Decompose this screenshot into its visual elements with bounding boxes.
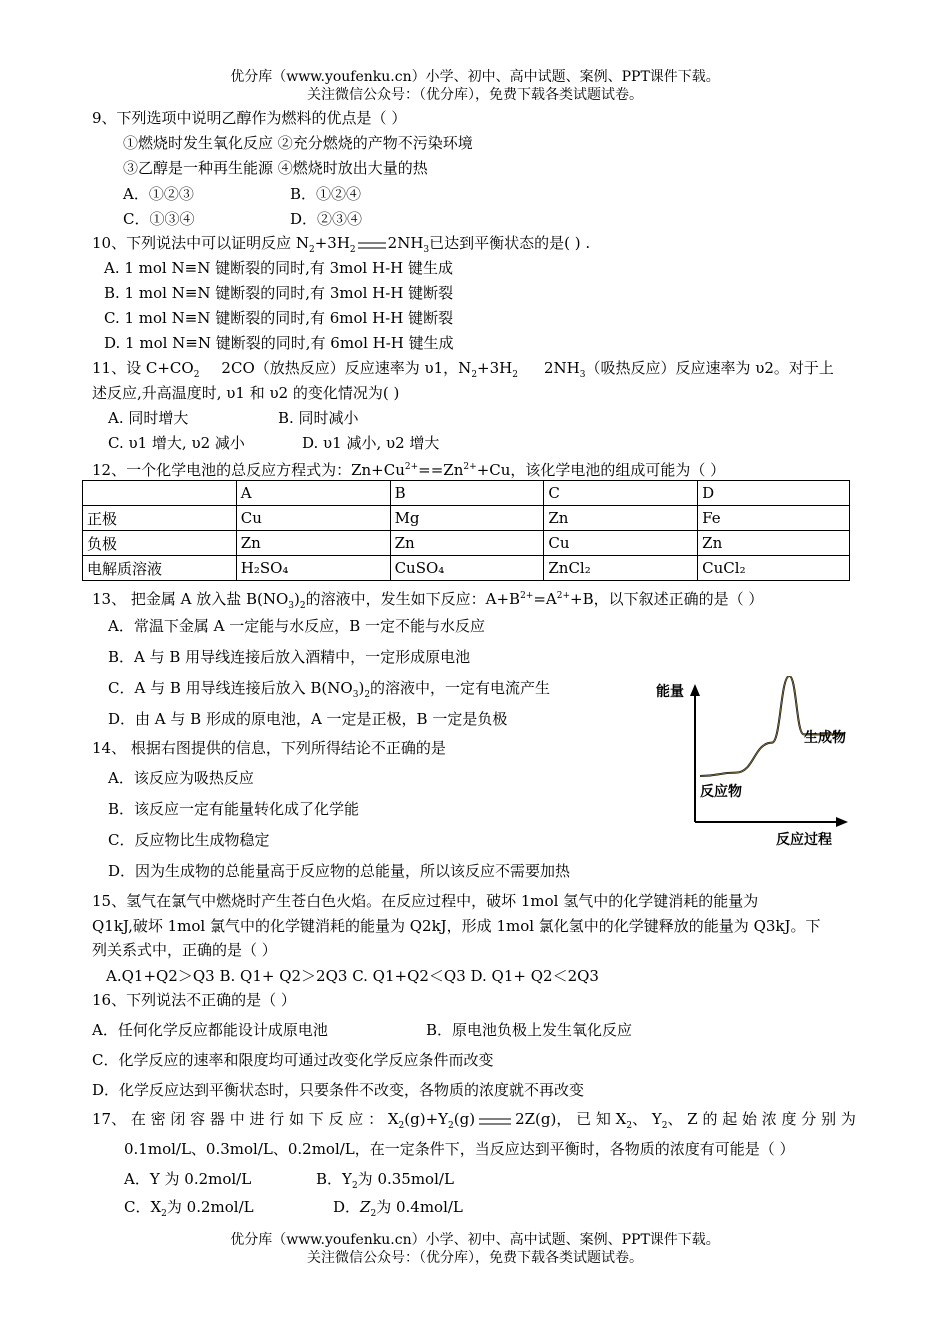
footer-line-1: 优分库（www.youfenku.cn）小学、初中、高中试题、案例、PPT课件下载。 [230,1232,720,1248]
x-axis-arrow-icon [836,817,848,827]
battery-table [82,480,850,581]
q16-option-b: B．原电池负极上发生氧化反应 [426,1021,633,1039]
table-cell: CuCl₂ [698,556,850,581]
table-cell: 电解质溶液 [83,556,237,581]
q17-stem-line-2: 0.1mol/L、0.3mol/L、0.2mol/L，在一定条件下，当反应达到平衡时，各物质的浓度有可能是（ ） [124,1140,795,1158]
table-cell: 负极 [83,531,237,556]
q11-stem-line-2: 述反应,升高温度时, υ1 和 υ2 的变化情况为( ) [92,384,400,402]
table-cell: Cu [236,506,390,531]
q13-option-a: A．常温下金属 A 一定能与水反应，B 一定不能与水反应 [108,617,485,635]
energy-diagram [656,676,856,851]
chart-annotation-reactant: 反应物 [700,784,742,800]
q10-option-b: B. 1 mol N≡N 键断裂的同时,有 3mol H-H 键断裂 [104,284,454,302]
table-cell: CuSO₄ [390,556,544,581]
q17-stem: 17、 在 密 闭 容 器 中 进 行 如 下 反 应 ： $X_2(g)+Y_2(g)$ 2Z(g)， 已 知 $X_2$、 $Y_2$、 Z 的 起 始 浓 度 分 别 为 [92,1110,856,1131]
q10-option-d: D. 1 mol N≡N 键断裂的同时,有 6mol H-H 键生成 [104,334,454,352]
table-cell: Zn [236,531,390,556]
q17-option-a: A．Y 为 0.2mol/L [124,1170,252,1188]
table-cell: Mg [390,506,544,531]
q11-option-b: B. 同时减小 [278,409,359,427]
q14-option-d: D．因为生成物的总能量高于反应物的总能量，所以该反应不需要加热 [108,862,571,880]
q14-stem: 14、 根据右图提供的信息，下列所得结论不正确的是 [92,739,446,757]
table-cell: Cu [544,531,698,556]
q15-line-1: 15、氢气在氯气中燃烧时产生苍白色火焰。在反应过程中，破坏 1mol 氢气中的化学键消耗的能量为 [92,892,759,910]
table-cell: Zn [698,531,850,556]
table-cell: B [390,481,544,506]
table-row [83,556,850,581]
table-cell: ZnCl₂ [544,556,698,581]
table-row [83,506,850,531]
energy-curve-halo [700,676,844,776]
q13-stem: 13、 把金属 A 放入盐 $B(NO_3)_2$的溶液中，发生如下反应：$A+B^{2+}=A^{2+}+B$，以下叙述正确的是（ ） [92,590,764,611]
q15-line-2: Q1kJ,破坏 1mol 氯气中的化学键消耗的能量为 Q2kJ，形成 1mol 氯化氢中的化学键释放的能量为 Q3kJ。下 [92,917,821,935]
q11-option-a: A. 同时增大 [108,409,189,427]
q13-option-c: C．A 与 B 用导线连接后放入 $B(NO_3)_2$的溶液中，一定有电流产生 [108,679,551,700]
chart-annotation-product: 生成物 [804,730,846,746]
table-header-row [83,481,850,506]
header-line-2: 关注微信公众号：（优分库），免费下载各类试题试卷。 [307,87,643,103]
q14-option-b: B．该反应一定有能量转化成了化学能 [108,800,360,818]
q16-option-d: D．化学反应达到平衡状态时，只要条件不改变，各物质的浓度就不再改变 [92,1081,585,1099]
q14-option-c: C．反应物比生成物稳定 [108,831,270,849]
table-cell: H₂SO₄ [236,556,390,581]
q10-option-a: A. 1 mol N≡N 键断裂的同时,有 3mol H-H 键生成 [104,259,453,277]
q13-option-d: D．由 A 与 B 形成的原电池，A 一定是正极，B 一定是负极 [108,710,508,728]
q10-option-c: C. 1 mol N≡N 键断裂的同时,有 6mol H-H 键断裂 [104,309,454,327]
chart-ylabel: 能量 [656,684,684,700]
table-cell: Zn [390,531,544,556]
q9-option-d: D．②③④ [290,210,363,228]
footer-line-2: 关注微信公众号：（优分库），免费下载各类试题试卷。 [307,1250,643,1266]
q9-option-b: B．①②④ [290,185,362,203]
header-line-1: 优分库（www.youfenku.cn）小学、初中、高中试题、案例、PPT课件下载。 [230,69,720,85]
q13-option-b: B．A 与 B 用导线连接后放入酒精中，一定形成原电池 [108,648,471,666]
q16-option-a: A．任何化学反应都能设计成原电池 [92,1021,328,1039]
table-cell [83,481,237,506]
q15-line-3: 列关系式中，正确的是（ ） [92,941,277,959]
q9-stem: 9、下列选项中说明乙醇作为燃料的优点是（ ） [92,109,407,127]
q10-stem: 10、下列说法中可以证明反应 $N_2+3H_2$ $2NH_3$已达到平衡状态的是( ) . [92,234,591,255]
q15-options: A.Q1+Q2＞Q3 B. Q1+ Q2＞2Q3 C. Q1+Q2＜Q3 D. Q1+ Q2＜2Q3 [106,967,599,985]
table-cell: A [236,481,390,506]
table-cell: Fe [698,506,850,531]
q11-option-c: C. υ1 增大, υ2 减小 [108,434,245,452]
q9-statement-1: ①燃烧时发生氧化反应 ②充分燃烧的产物不污染环境 [123,134,473,152]
table-cell: C [544,481,698,506]
q9-option-a: A．①②③ [123,185,194,203]
q17-option-d: D．$Z_2$为 0.4mol/L [333,1198,463,1219]
table-row [83,531,850,556]
q11-stem: 11、设 $C+CO_2$ 2CO（放热反应）反应速率为 υ1，$N_2+3H_2$ $2NH_3$（吸热反应）反应速率为 υ2。对于上 [92,359,834,380]
y-axis-arrow-icon [690,684,700,696]
chart-xlabel: 反应过程 [776,832,832,848]
q16-option-c: C．化学反应的速率和限度均可通过改变化学反应条件而改变 [92,1051,494,1069]
energy-curve [700,676,844,776]
q12-stem: 12、一个化学电池的总反应方程式为：$Zn+Cu^{2+}==Zn^{2+}+Cu$，该化学电池的组成可能为（ ） [92,461,726,479]
table-cell: D [698,481,850,506]
table-cell: 正极 [83,506,237,531]
q9-statement-2: ③乙醇是一种再生能源 ④燃烧时放出大量的热 [123,159,428,177]
q11-option-d: D. υ1 减小, υ2 增大 [302,434,440,452]
table-cell: Zn [544,506,698,531]
q9-option-c: C．①③④ [123,210,195,228]
q17-option-c: C．$X_2$为 0.2mol/L [124,1198,254,1219]
q14-option-a: A．该反应为吸热反应 [108,769,254,787]
q16-stem: 16、下列说法不正确的是（ ） [92,991,296,1009]
q17-option-b: B．$Y_2$为 0.35mol/L [316,1170,454,1191]
